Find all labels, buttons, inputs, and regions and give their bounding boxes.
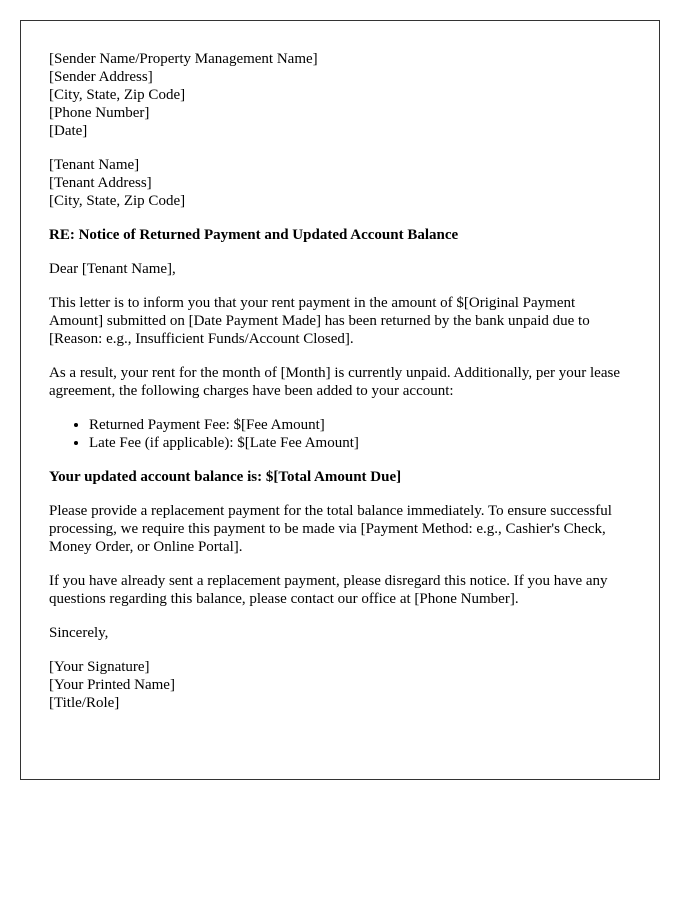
recipient-block bbox=[49, 156, 631, 210]
list-item: • Late Fee (if applicable): $[Late Fee Amount] bbox=[89, 434, 631, 452]
signature-block bbox=[49, 658, 631, 712]
salutation: Dear [Tenant Name], bbox=[49, 261, 176, 277]
signature: [Your Signature] bbox=[49, 659, 150, 675]
body-paragraph-1: This letter is to inform you that your rent payment in the amount of $[Original Payment Amount] submitted on [Date Payment Made] has been returned by the bank unpaid due to [Reason: e.g., Insufficient Funds/Account Closed]. bbox=[49, 295, 590, 347]
recipient-name: [Tenant Name] bbox=[49, 157, 140, 173]
balance-line: Your updated account balance is: $[Total Amount Due] bbox=[49, 469, 402, 485]
body-paragraph-2: As a result, your rent for the month of [Month] is currently unpaid. Additionally, per your lease agreement, the following charges have been added to your account: bbox=[49, 365, 620, 399]
sender-name: [Sender Name/Property Management Name] bbox=[49, 51, 318, 67]
list-item: • Returned Payment Fee: $[Fee Amount] bbox=[89, 416, 631, 434]
sender-phone: [Phone Number] bbox=[49, 105, 150, 121]
sender-address: [Sender Address] bbox=[49, 69, 153, 85]
title-role: [Title/Role] bbox=[49, 695, 120, 711]
body-paragraph-4: If you have already sent a replacement payment, please disregard this notice. If you have any questions regarding this balance, please contact our office at [Phone Number]. bbox=[49, 573, 608, 607]
sender-block bbox=[49, 50, 631, 140]
charges-list bbox=[49, 416, 631, 452]
printed-name: [Your Printed Name] bbox=[49, 677, 175, 693]
body-paragraph-3: Please provide a replacement payment for the total balance immediately. To ensure successful processing, we require this payment to be made via [Payment Method: e.g., Cashier's Check, Money Order, or Online Portal]. bbox=[49, 503, 612, 555]
letter-date: [Date] bbox=[49, 123, 88, 139]
recipient-city-state-zip: [City, State, Zip Code] bbox=[49, 193, 186, 209]
subject-line: RE: Notice of Returned Payment and Updated Account Balance bbox=[49, 227, 459, 243]
recipient-address: [Tenant Address] bbox=[49, 175, 152, 191]
letter-page bbox=[20, 20, 660, 780]
closing: Sincerely, bbox=[49, 625, 109, 641]
sender-city-state-zip: [City, State, Zip Code] bbox=[49, 87, 186, 103]
